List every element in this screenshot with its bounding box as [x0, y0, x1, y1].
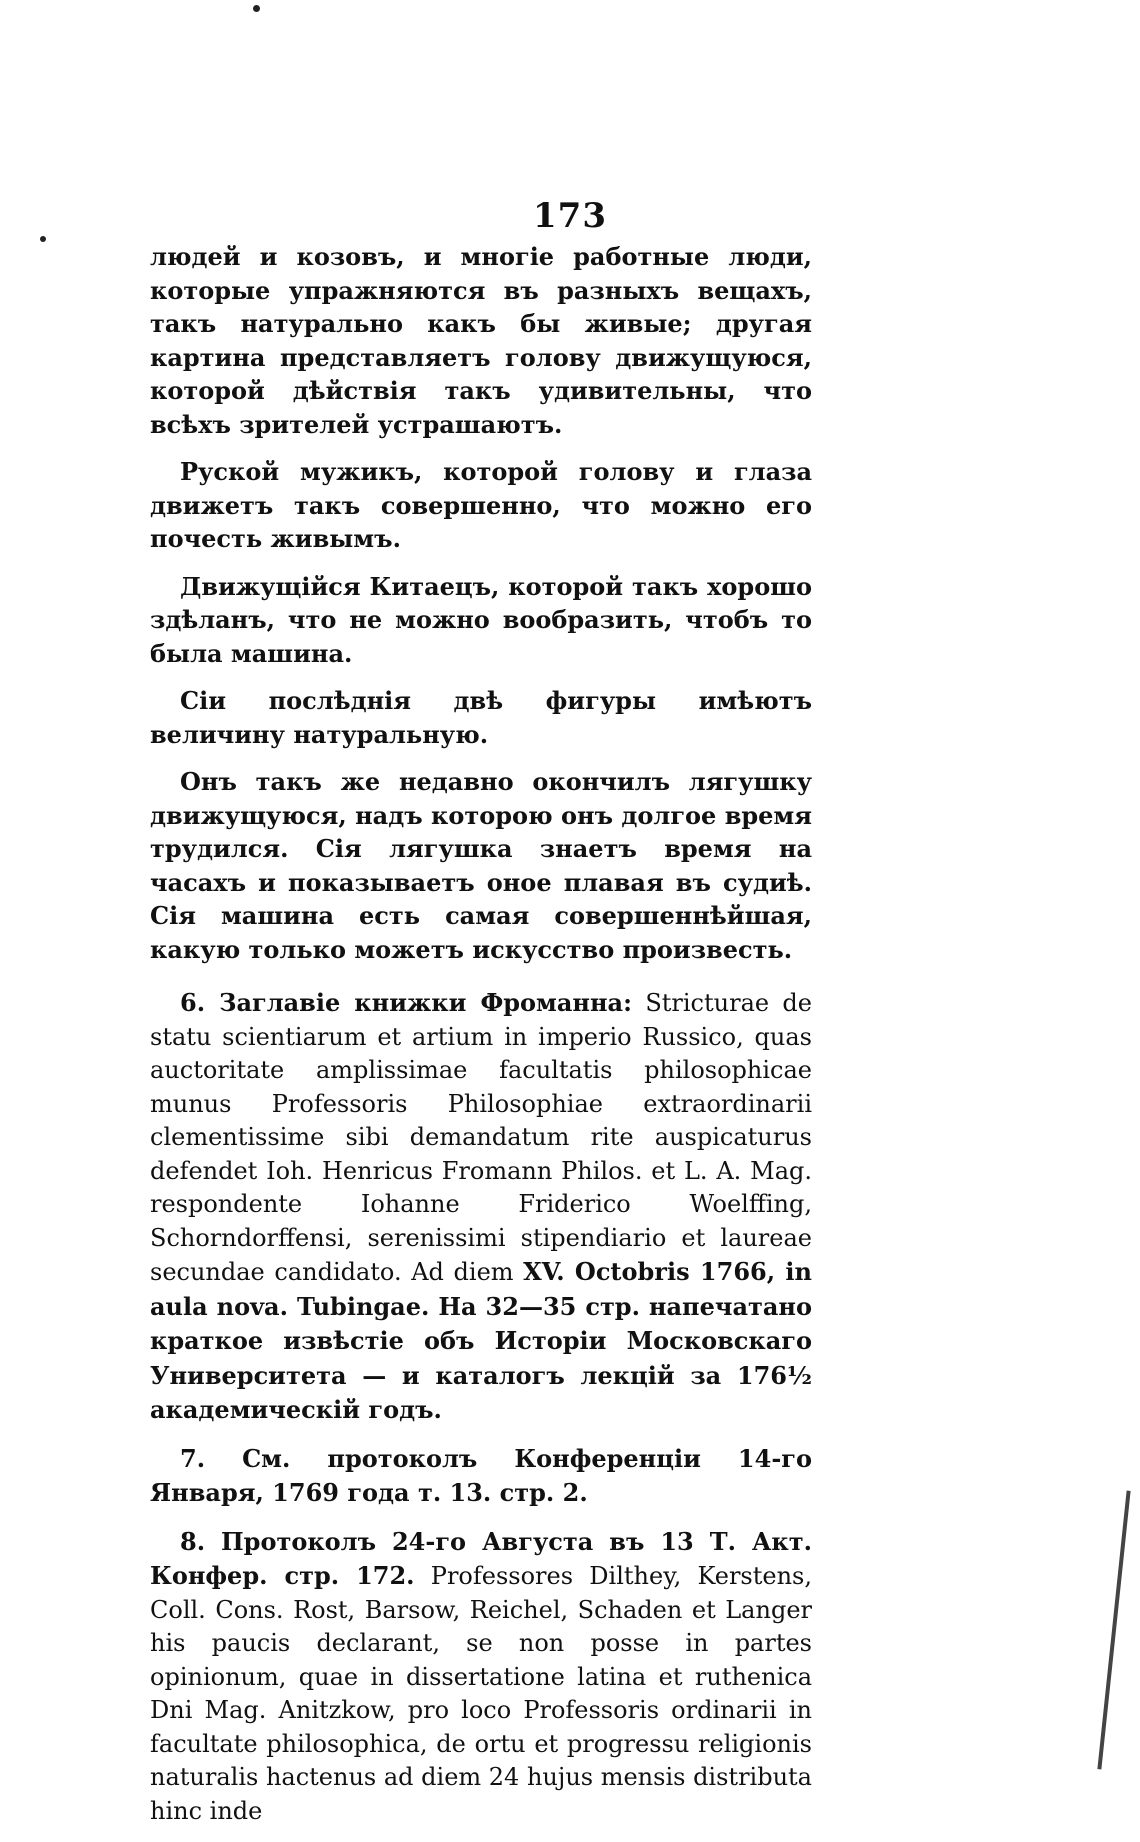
footnote-6 — [150, 986, 812, 1428]
paragraph-4: Сіи послѣднія двѣ фигуры имѣютъ величину натуральную. — [150, 686, 812, 749]
footnote-7 — [150, 1442, 812, 1511]
paragraph-1: людей и козовъ, и многіе работные люди, которые упражняются въ разныхъ вещахъ, такъ натурально какъ бы живые; другая картина представляетъ голову движущуюся, которой дѣйствія такъ удивительны, что всѣхъ зрителей устрашаютъ. — [150, 242, 812, 439]
footnote-8 — [150, 1525, 812, 1829]
page-number: 173 — [533, 196, 607, 236]
ink-speck-left — [40, 236, 46, 242]
body-text — [150, 240, 812, 1842]
page-edge-mark — [1097, 1491, 1130, 1770]
paragraph-5: Онъ такъ же недавно окончилъ лягушку движущуюся, надъ которою онъ долгое время трудился. Сія лягушка знаетъ время на часахъ и показываетъ оное плавая въ судиѣ. Сія машина есть самая совершеннѣйшая, какую только можетъ искусство произвесть. — [150, 767, 812, 964]
footnote-7-lead: 7. См. протоколъ Конференціи 14-го Января, 1769 года т. 13. стр. 2. — [150, 1443, 812, 1507]
ink-speck-top — [253, 5, 260, 12]
footnote-8-text: Professores Dilthey, Kerstens, Coll. Cons. Rost, Barsow, Reichel, Schaden et Langer his paucis declarant, se non posse in partes opinionum, quae in dissertatione latina et ruthenica Dni Mag. Anitzkow, pro loco Professoris ordinarii in facultate philosophica, de ortu et progressu religionis naturalis hactenus ad diem 24 hujus mensis distributa hinc inde — [150, 1562, 812, 1825]
footnote-8-lead: 8. Протоколъ 24-го Августа въ 13 Т. Акт. Конфер. стр. 172. — [150, 1526, 812, 1590]
footnote-6-text: Stricturae de statu scientiarum et artium in imperio Russico, quas auctoritate amplissimae facultatis philosophicae munus Professoris Philosophiae extraordinarii clementissime sibi demandatum rite auspicaturus defendet Ioh. Henricus Fromann Philos. et L. A. Mag. respondente Iohanne Friderico Woelffing, Schorndorffensi, serenissimi stipendiario et laureae secundae candidato. Ad diem — [150, 989, 812, 1286]
paragraph-2: Руской мужикъ, которой голову и глаза движетъ такъ совершенно, что можно его почесть живымъ. — [150, 457, 812, 553]
footnote-6-lead: 6. Заглавіе книжки Фроманна: — [180, 988, 632, 1017]
footnote-6-tail: XV. Octobris 1766, in aula nova. Tubingae. На 32—35 стр. напечатано краткое извѣстіе объ Исторіи Московскаго Университета — и каталогъ лекцій за 176½ академическій годъ. — [150, 1257, 812, 1424]
paragraph-3: Движущійся Китаецъ, которой такъ хорошо здѣланъ, что не можно вообразить, чтобъ то была машина. — [150, 571, 812, 668]
